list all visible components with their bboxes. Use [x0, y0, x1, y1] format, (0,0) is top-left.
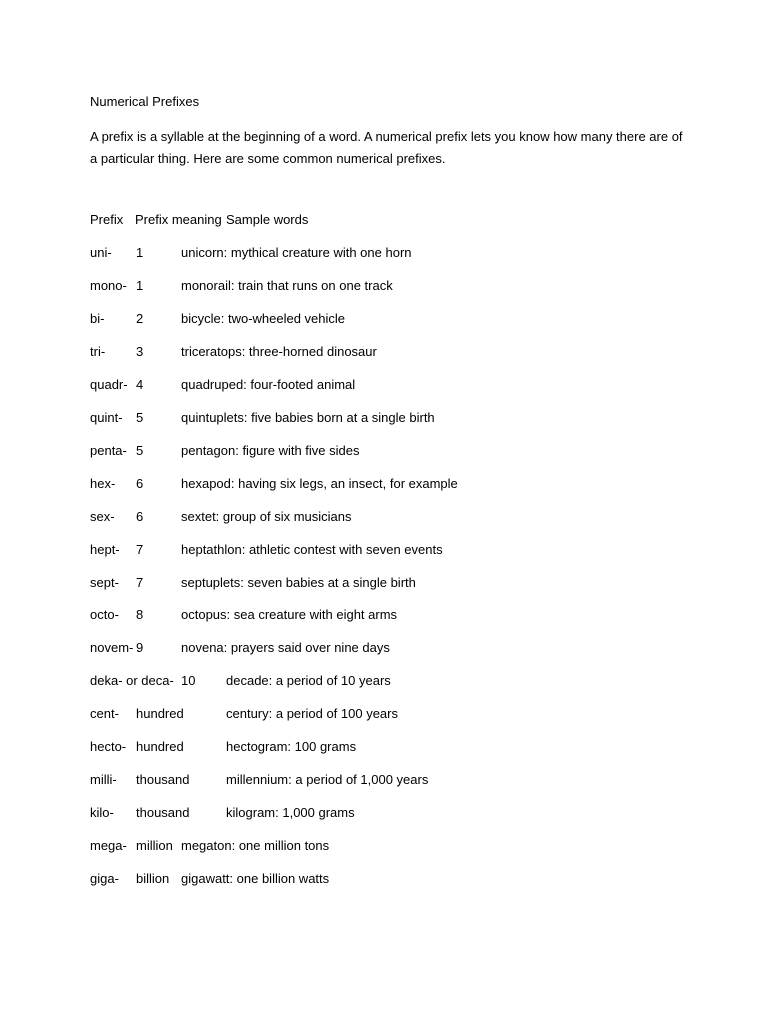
row-sample-word: kilogram: 1,000 grams: [226, 805, 355, 820]
row-sample-word: quintuplets: five babies born at a single birth: [181, 410, 435, 425]
row-sample-word: century: a period of 100 years: [226, 706, 398, 721]
table-row: [0, 739, 768, 757]
row-meaning: 1: [136, 278, 144, 293]
row-sample-word: bicycle: two-wheeled vehicle: [181, 311, 346, 326]
row-meaning: 5: [136, 410, 144, 425]
row-sample-word: megaton: one million tons: [181, 838, 330, 853]
row-prefix: cent-: [90, 706, 119, 721]
table-row: [0, 443, 768, 461]
intro-paragraph: A prefix is a syllable at the beginning of a word. A numerical prefix lets you know how many there are of a particular thing. Here are some common numerical prefixes.: [90, 129, 683, 166]
row-prefix: hex-: [90, 476, 116, 491]
row-sample-word: sextet: group of six musicians: [181, 509, 352, 524]
table-row: [0, 509, 768, 527]
row-meaning: 6: [136, 476, 144, 491]
row-sample-word: pentagon: figure with five sides: [181, 443, 360, 458]
row-prefix: sex-: [90, 509, 115, 524]
row-sample-word: septuplets: seven babies at a single birth: [181, 575, 416, 590]
table-row: [0, 575, 768, 593]
row-prefix: mega-: [90, 838, 127, 853]
table-row: [0, 640, 768, 658]
row-meaning: 8: [136, 607, 144, 622]
table-row: [0, 673, 768, 691]
row-prefix: uni-: [90, 245, 112, 260]
row-meaning: 6: [136, 509, 144, 524]
table-row: [0, 377, 768, 395]
table-row: [0, 871, 768, 889]
row-sample-word: monorail: train that runs on one track: [181, 278, 393, 293]
table-row: [0, 278, 768, 296]
header-sample-words: Sample words: [226, 212, 309, 227]
table-row: [0, 476, 768, 494]
row-sample-word: hectogram: 100 grams: [226, 739, 357, 754]
row-sample-word: novena: prayers said over nine days: [181, 640, 390, 655]
row-sample-word: quadruped: four-footed animal: [181, 377, 356, 392]
row-prefix: mono-: [90, 278, 127, 293]
table-row: [0, 542, 768, 560]
row-prefix: deka- or deca-: [90, 673, 174, 688]
page-title: Numerical Prefixes: [90, 94, 200, 109]
row-sample-word: octopus: sea creature with eight arms: [181, 607, 398, 622]
header-prefix: Prefix: [90, 212, 124, 227]
row-meaning: billion: [136, 871, 170, 886]
row-prefix: quint-: [90, 410, 123, 425]
row-sample-word: gigawatt: one billion watts: [181, 871, 330, 886]
table-row: [0, 607, 768, 625]
row-meaning: million: [136, 838, 173, 853]
row-meaning: 9: [136, 640, 144, 655]
row-prefix: hecto-: [90, 739, 127, 754]
row-meaning: 1: [136, 245, 144, 260]
row-sample-word: triceratops: three-horned dinosaur: [181, 344, 377, 359]
row-meaning: 3: [136, 344, 144, 359]
row-meaning: thousand: [136, 805, 190, 820]
row-prefix: novem-: [90, 640, 134, 655]
row-sample-word: hexapod: having six legs, an insect, for example: [181, 476, 458, 491]
row-sample-word: heptathlon: athletic contest with seven events: [181, 542, 443, 557]
row-meaning: hundred: [136, 739, 184, 754]
row-prefix: quadr-: [90, 377, 128, 392]
table-row: [0, 245, 768, 263]
row-prefix: tri-: [90, 344, 106, 359]
header-prefix-meaning: Prefix meaning: [135, 212, 222, 227]
row-prefix: penta-: [90, 443, 127, 458]
row-prefix: sept-: [90, 575, 119, 590]
row-prefix: milli-: [90, 772, 117, 787]
row-prefix: kilo-: [90, 805, 114, 820]
table-row: [0, 838, 768, 856]
row-sample-word: unicorn: mythical creature with one horn: [181, 245, 412, 260]
row-sample-word: decade: a period of 10 years: [226, 673, 391, 688]
row-meaning: thousand: [136, 772, 190, 787]
table-row: [0, 410, 768, 428]
table-row: [0, 706, 768, 724]
row-meaning: 7: [136, 542, 144, 557]
row-meaning: hundred: [136, 706, 184, 721]
table-row: [0, 311, 768, 329]
row-meaning: 2: [136, 311, 144, 326]
row-meaning: 10: [181, 673, 196, 688]
row-prefix: octo-: [90, 607, 119, 622]
row-meaning: 7: [136, 575, 144, 590]
row-meaning: 5: [136, 443, 144, 458]
row-meaning: 4: [136, 377, 144, 392]
table-row: [0, 772, 768, 790]
row-prefix: giga-: [90, 871, 119, 886]
table-row: [0, 344, 768, 362]
row-prefix: bi-: [90, 311, 105, 326]
table-row: [0, 805, 768, 823]
row-sample-word: millennium: a period of 1,000 years: [226, 772, 429, 787]
row-prefix: hept-: [90, 542, 120, 557]
